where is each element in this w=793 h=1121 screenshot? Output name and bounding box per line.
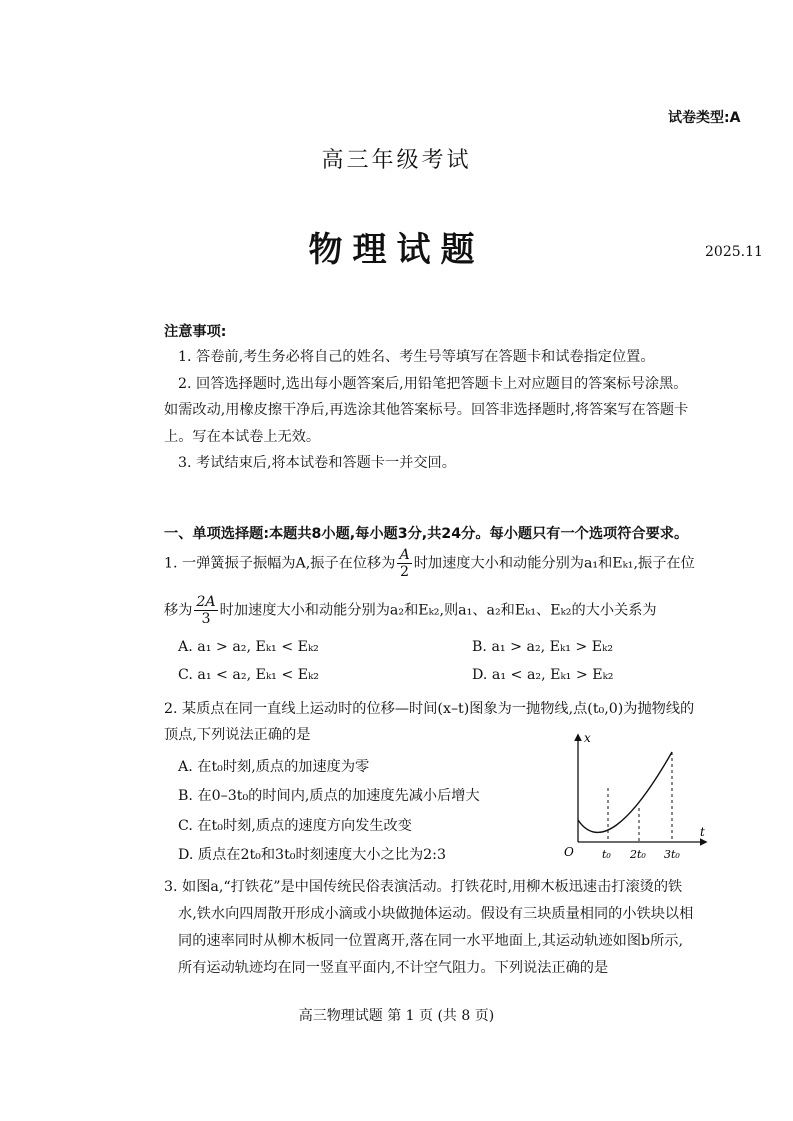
q3-line-3: 同的速率同时从柳木板同一位置离开,落在同一水平地面上,其运动轨迹如图b所示, [178,933,683,949]
q2-option-b: B. 在0–3t₀的时间内,质点的加速度先减小后增大 [178,788,480,804]
q1-line-1 [164,548,695,579]
tick-2t0: 2t₀ [630,848,646,861]
q1-text-a: 1. 一弹簧振子振幅为A,振子在位移为 [164,555,396,572]
paper-type: 试卷类型:A [668,110,741,126]
q1-fraction-2 [194,595,217,626]
q1-line-2 [164,595,657,626]
q3-line-1: 3. 如图a,“打铁花”是中国传统民俗表演活动。打铁花时,用柳木板迅速击打滚烫的铁 [164,879,683,895]
q1-option-c: C. a₁ < a₂, Eₖ₁ < Eₖ₂ [178,667,319,683]
q3-line-2: 水,铁水向四周散开形成小滴或小块做抛体运动。假设有三块质量相同的小铁块以相 [178,906,694,922]
section-1-heading: 一、单项选择题:本题共8小题,每小题3分,共24分。每小题只有一个选项符合要求。 [164,526,689,542]
tick-3t0: 3t₀ [664,848,680,861]
q1-text-b: 时加速度大小和动能分别为a₁和Eₖ₁,振子在位 [413,555,695,572]
q1-text-c: 移为 [164,602,193,619]
q2-line-2: 顶点,下列说法正确的是 [164,727,311,743]
q1-text-d: 时加速度大小和动能分别为a₂和Eₖ₂,则a₁、a₂和Eₖ₁、Eₖ₂的大小关系为 [219,602,657,619]
q2-option-a: A. 在t₀时刻,质点的加速度为零 [178,759,370,775]
q1-frac2-den: 3 [201,611,211,628]
origin-label: O [564,845,574,859]
q2-xt-graph [560,728,710,863]
exam-date: 2025.11 [705,244,763,260]
q1-frac1-num: A [399,547,410,563]
notice-line-2: 2. 回答选择题时,选出每小题答案后,用铅笔把答题卡上对应题目的答案标号涂黑。 [178,376,688,392]
parabola-curve [578,752,672,832]
exam-subtitle: 高三年级考试 [321,148,472,173]
q2-line-1: 2. 某质点在同一直线上运动时的位移—时间(x–t)图象为一抛物线,点(t₀,0)为抛物线的 [164,701,695,717]
notice-line-3: 如需改动,用橡皮擦干净后,再选涂其他答案标号。回答非选择题时,将答案写在答题卡 [164,402,689,418]
notice-line-4: 上。写在本试卷上无效。 [164,429,321,445]
q1-fraction-1 [397,548,411,579]
q1-option-b: B. a₁ > a₂, Eₖ₁ > Eₖ₂ [472,639,614,655]
page-footer: 高三物理试题 第 1 页 (共 8 页) [298,1008,495,1024]
q2-option-d: D. 质点在2t₀和3t₀时刻速度大小之比为2:3 [178,847,446,863]
q2-option-c: C. 在t₀时刻,质点的速度方向发生改变 [178,818,412,834]
x-axis-label: t [700,825,705,839]
q1-option-d: D. a₁ < a₂, Eₖ₁ > Eₖ₂ [472,667,614,683]
notice-line-1: 1. 答卷前,考生务必将自己的姓名、考生号等填写在答题卡和试卷指定位置。 [178,349,655,365]
q1-option-a: A. a₁ > a₂, Eₖ₁ < Eₖ₂ [178,639,319,655]
notice-line-5: 3. 考试结束后,将本试卷和答题卡一并交回。 [178,455,456,471]
q1-frac1-den: 2 [400,564,410,581]
y-axis-label: x [584,731,591,745]
q3-line-4: 所有运动轨迹均在同一竖直平面内,不计空气阻力。下列说法正确的是 [178,960,609,976]
exam-title: 物理试题 [308,230,485,270]
q1-frac2-num: 2A [196,594,216,610]
tick-t0: t₀ [602,848,611,861]
notice-heading: 注意事项: [164,324,227,340]
